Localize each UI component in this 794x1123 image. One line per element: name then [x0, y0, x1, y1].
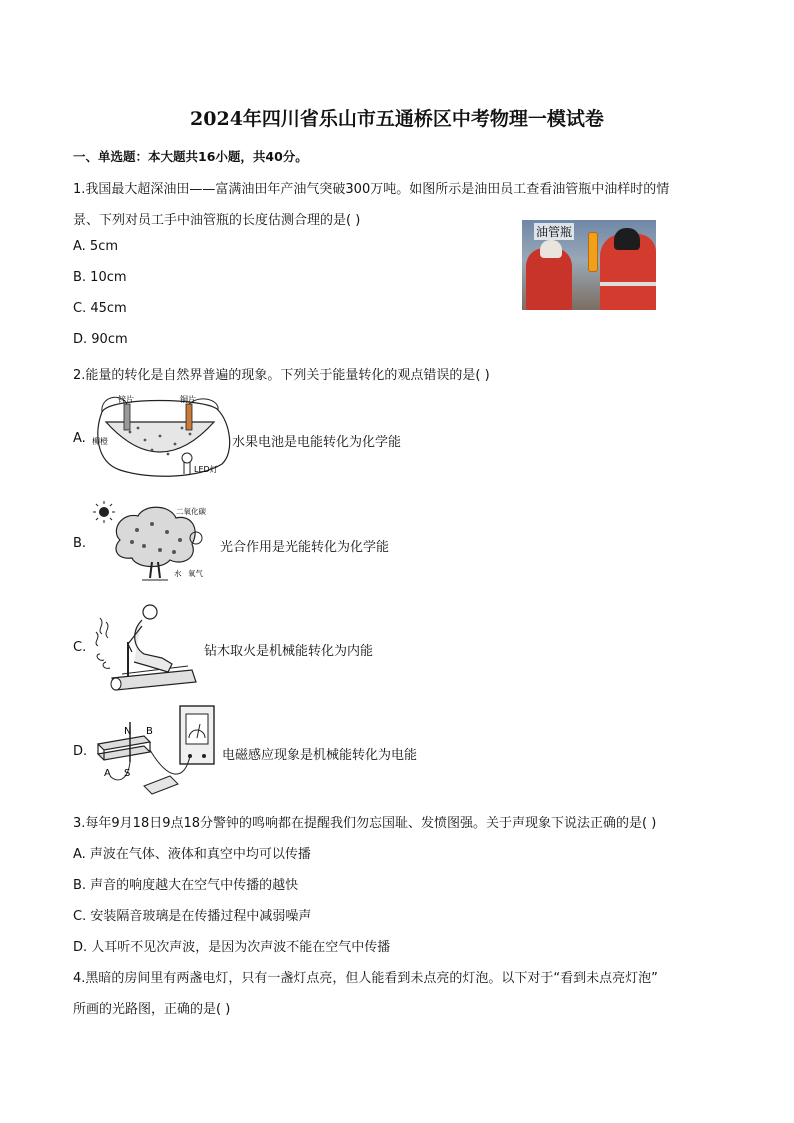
orange-label: 柳橙 [92, 437, 108, 446]
q3-option-a[interactable]: A. 声波在气体、液体和真空中均可以传播 [73, 847, 311, 862]
q2-stem: 2.能量的转化是自然界普遍的现象。下列关于能量转化的观点错误的是( ) [73, 368, 490, 383]
a-label: A [104, 768, 111, 779]
q1-stem-line1: 1.我国最大超深油田——富满油田年产油气突破300万吨。如图所示是油田员工查看油管瓶中油样时的情 [73, 182, 670, 197]
q2-option-b-label[interactable]: B. [73, 536, 87, 551]
drilling-fire-figure [92, 602, 204, 694]
oil-bottle-label: 油管瓶 [536, 225, 573, 239]
water-label: 水 [174, 569, 182, 578]
q1-option-b[interactable]: B. 10cm [73, 270, 127, 285]
section-heading: 一、单选题：本大题共16小题，共40分。 [73, 149, 308, 164]
q3-option-b[interactable]: B. 声音的响度越大在空气中传播的越快 [73, 878, 299, 893]
north-pole-label: N [124, 726, 132, 737]
zinc-plate-label: 锌片 [118, 395, 134, 404]
q1-stem-line2: 景、下列对员工手中油管瓶的长度估测合理的是( ) [73, 213, 361, 228]
b-label: B [146, 726, 153, 737]
electromagnetic-induction-figure [88, 700, 223, 798]
q3-stem: 3.每年9月18日9点18分警钟的鸣响都在提醒我们勿忘国耻、发愤图强。关于声现象下说法正确的是( ) [73, 816, 657, 831]
copper-plate-label: 铜片 [180, 395, 196, 404]
photosynthesis-figure [92, 500, 217, 582]
q1-option-d[interactable]: D. 90cm [73, 332, 128, 347]
q2-option-c-label[interactable]: C. [73, 640, 87, 655]
q4-stem-line1: 4.黑暗的房间里有两盏电灯，只有一盏灯点亮，但人能看到未点亮的灯泡。以下对于“看到未点亮灯泡” [73, 971, 658, 986]
q2-option-a-text[interactable]: 水果电池是电能转化为化学能 [232, 435, 402, 450]
exam-title: 2024年四川省乐山市五通桥区中考物理一模试卷 [190, 108, 604, 130]
q1-option-a[interactable]: A. 5cm [73, 239, 119, 254]
led-label: LED灯 [194, 465, 218, 474]
q4-stem-line2: 所画的光路图，正确的是( ) [73, 1002, 231, 1017]
q2-option-d-text[interactable]: 电磁感应现象是机械能转化为电能 [222, 748, 418, 763]
fruit-battery-figure [90, 392, 235, 484]
co2-label: 二氧化碳 [176, 507, 206, 516]
q1-option-c[interactable]: C. 45cm [73, 301, 127, 316]
oxygen-label: 氧气 [188, 569, 203, 578]
south-pole-label: S [124, 768, 131, 779]
oil-bottle-icon [588, 232, 598, 272]
q2-option-d-label[interactable]: D. [73, 744, 88, 759]
q2-option-b-text[interactable]: 光合作用是光能转化为化学能 [220, 540, 390, 555]
q3-option-d[interactable]: D. 人耳听不见次声波，是因为次声波不能在空气中传播 [73, 940, 391, 955]
q2-option-a-label[interactable]: A. [73, 431, 86, 446]
q2-option-c-text[interactable]: 钻木取火是机械能转化为内能 [204, 644, 374, 659]
q3-option-c[interactable]: C. 安装隔音玻璃是在传播过程中减弱噪声 [73, 909, 312, 924]
